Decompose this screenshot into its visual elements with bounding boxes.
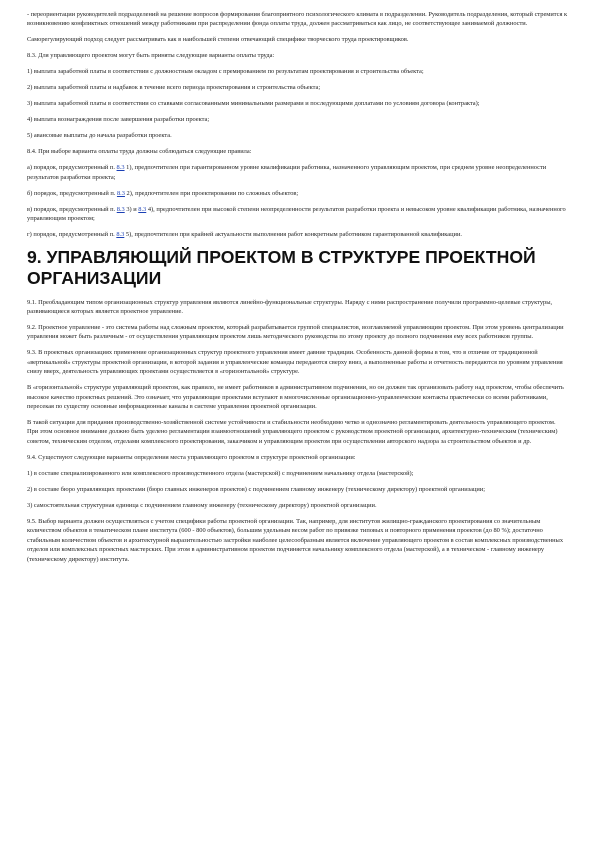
list-item-9-4-1: 1) в составе специализированного или комплексного производственного отдела (мастерской) с подчинением начальнику отдела (мастерской); xyxy=(27,469,414,477)
list-item-8-4-v-pre: в) порядок, предусмотренный п. xyxy=(27,205,117,213)
link-8-3[interactable]: 8.3 xyxy=(116,205,125,213)
list-item-9-4-2: 2) в составе бюро управляющих проектами (бюро главных инженеров проектов) с подчинением главному инженеру (техническому директору) проектной организации; xyxy=(27,485,486,493)
paragraph-8-4: 8.4. При выборе варианта оплаты труда должны соблюдаться следующие правила: xyxy=(27,148,252,156)
list-item-8-4-v-mid: 3) и xyxy=(124,205,139,213)
list-item-8-4-a-post: 1), предпочтителен при гарантированном уровне квалификации работника, назначенного управляющим проектом, при среднем уровне неопределенности результатов разработки проекта; xyxy=(27,164,547,181)
paragraph-intro-1: - переориентации руководителей подразделений на решение вопросов формирования благоприятного психологического климата в подразделении. Руководитель подразделения, который стремится к возникновению конфликтных отношений между работниками при распределении фонда оплаты труда, должен рассматриваться как лицо, не соответствующее занимаемой должности. xyxy=(27,11,568,28)
list-item-8-4-g-pre: г) порядок, предусмотренный п. xyxy=(27,231,117,239)
list-item-8-4-v-post: 4), предпочтителен при высокой степени неопределенности результатов разработки проекта и невысоком уровне квалификации работника, назначенного управляющим проектом; xyxy=(27,205,566,223)
list-item-8-4-a xyxy=(27,163,568,182)
list-item-8-4-b-pre: б) порядок, предусмотренный п. xyxy=(27,189,117,197)
list-item-8-4-b-post: 2), предпочтителен при проектировании по сложных объектов; xyxy=(124,189,299,197)
list-item-8-3-4: 4) выплата вознаграждения после завершения разработки проекта; xyxy=(27,116,210,124)
link-8-3[interactable]: 8.3 xyxy=(116,164,125,172)
list-item-8-4-g xyxy=(27,230,568,239)
paragraph-9-2: 9.2. Проектное управление - это система работы над сложным проектом, который разрабатывается группой специалистов, возглавляемой управляющим проектом. При этом уровень централизации управления может быть различным - от осуществления управляющим проектом лишь методического руководства по этому проекту до полного подчинения ему всех работников группы. xyxy=(27,324,564,341)
paragraph-9-3-c: В такой ситуации для придания производственно-хозяйственной системе устойчивости и стабильности необходимо четко и однозначно регламентировать деятельность управляющего проектом. При этом основное внимание должно быть уделено регламентации взаимоотношений управляющего проектом с руководством проектной организации, архитектурно-техническим (техническим) советом, техническим отделом, отделами комплексного проектирования, заказчиком и управляющим проектом при осуществлении авторского надзора за строительством объектов и др. xyxy=(27,419,558,445)
list-item-8-4-a-pre: а) порядок, предусмотренный п. xyxy=(27,164,117,172)
paragraph-9-3-b: В «горизонтальной» структуре управляющий проектом, как правило, не имеет работников в административном подчинении, но он должен так организовать работу над проектом, чтобы обеспечить высокое качество проектных решений. Это означает, что управляющие проектами вступают в многочисленные организационно-управленческие контакты практически со всеми работниками, пересекая по существу основные информационные каналы в системе управления проектной организации. xyxy=(27,384,564,411)
list-item-8-4-g-post: 5), предпочтителен при крайней актуальности выполнения работ конкретным работником гарантированной квалификации. xyxy=(124,231,462,239)
list-item-8-3-5: 5) авансовые выплаты до начала разработки проекта. xyxy=(27,132,172,140)
section-heading-9: 9. УПРАВЛЯЮЩИЙ ПРОЕКТОМ В СТРУКТУРЕ ПРОЕКТНОЙ ОРГАНИЗАЦИИ xyxy=(27,246,536,288)
list-item-8-3-3: 3) выплата заработной платы в соответствии со ставками согласованными минимальными размерами и последующими доплатами по условиям договора (контракта); xyxy=(27,100,480,108)
link-8-3[interactable]: 8.3 xyxy=(116,189,125,197)
list-item-8-4-v xyxy=(27,205,568,224)
link-8-3[interactable]: 8.3 xyxy=(138,205,147,213)
link-8-3[interactable]: 8.3 xyxy=(116,231,125,239)
list-item-8-3-2: 2) выплата заработной платы и надбавок в течение всего периода проектирования и строительства объекта; xyxy=(27,84,321,92)
list-item-9-4-3: 3) самостоятельная структурная единица с подчинением главному инженеру (техническому директору) проектной организации. xyxy=(27,501,377,509)
paragraph-9-3: 9.3. В проектных организациях применение организационных структур проектного управления имеет давние традиции. Особенность данной формы в том, что в отличие от традиционной «вертикальной» структуры проектной организации, в которой задания и управленческие команды передаются сверху вниз, а выполненные работы и отчетность передаются по уровням управления снизу вверх, деятельность управляющих проектами осуществляется в «горизонтальной» структуре. xyxy=(27,349,563,376)
paragraph-8-3: 8.3. Для управляющего проектом могут быть приняты следующие варианты оплаты труда: xyxy=(27,52,275,60)
paragraph-intro-2: Саморегулирующий подход следует рассматривать как в наибольшей степени отвечающий специфике творческого труда проектировщиков. xyxy=(27,36,409,44)
list-item-8-4-b xyxy=(27,189,568,198)
paragraph-9-1: 9.1. Преобладающим типом организационных структур управления являются линейно-функциональные структуры. Наряду с ними распространение получили программно-целевые структуры, развивающиеся которых является проектное управление. xyxy=(27,298,553,316)
paragraph-9-4: 9.4. Существуют следующие варианты определения места управляющего проектом в структуре проектной организации: xyxy=(27,453,356,461)
document-page xyxy=(27,10,568,571)
list-item-8-3-1: 1) выплата заработной платы в соответствии с должностным окладом с премированием по результатам проектирования и строительства объекта; xyxy=(27,68,424,76)
paragraph-9-5: 9.5. Выбор варианта должен осуществляться с учетом специфики работы проектной организации. Так, например, для институтов жилищно-гражданского проектирования со значительным количеством объектов в тематическом плане института (600 - 800 объектов), большим удельным весом работ по привязке типовых и повторного применения проектов (до 80 %); достаточно стабильным количеством объектов и архитектурной выразительностью застройки наиболее целесообразным является включение управляющего проектом в состав комплексных производственных отделов или комплексных проектных мастерских. При этом в административном проектом подчиняется начальнику комплексного отдела (мастерской), а в техническом - главному инженеру (техническому директору) института. xyxy=(27,517,564,563)
